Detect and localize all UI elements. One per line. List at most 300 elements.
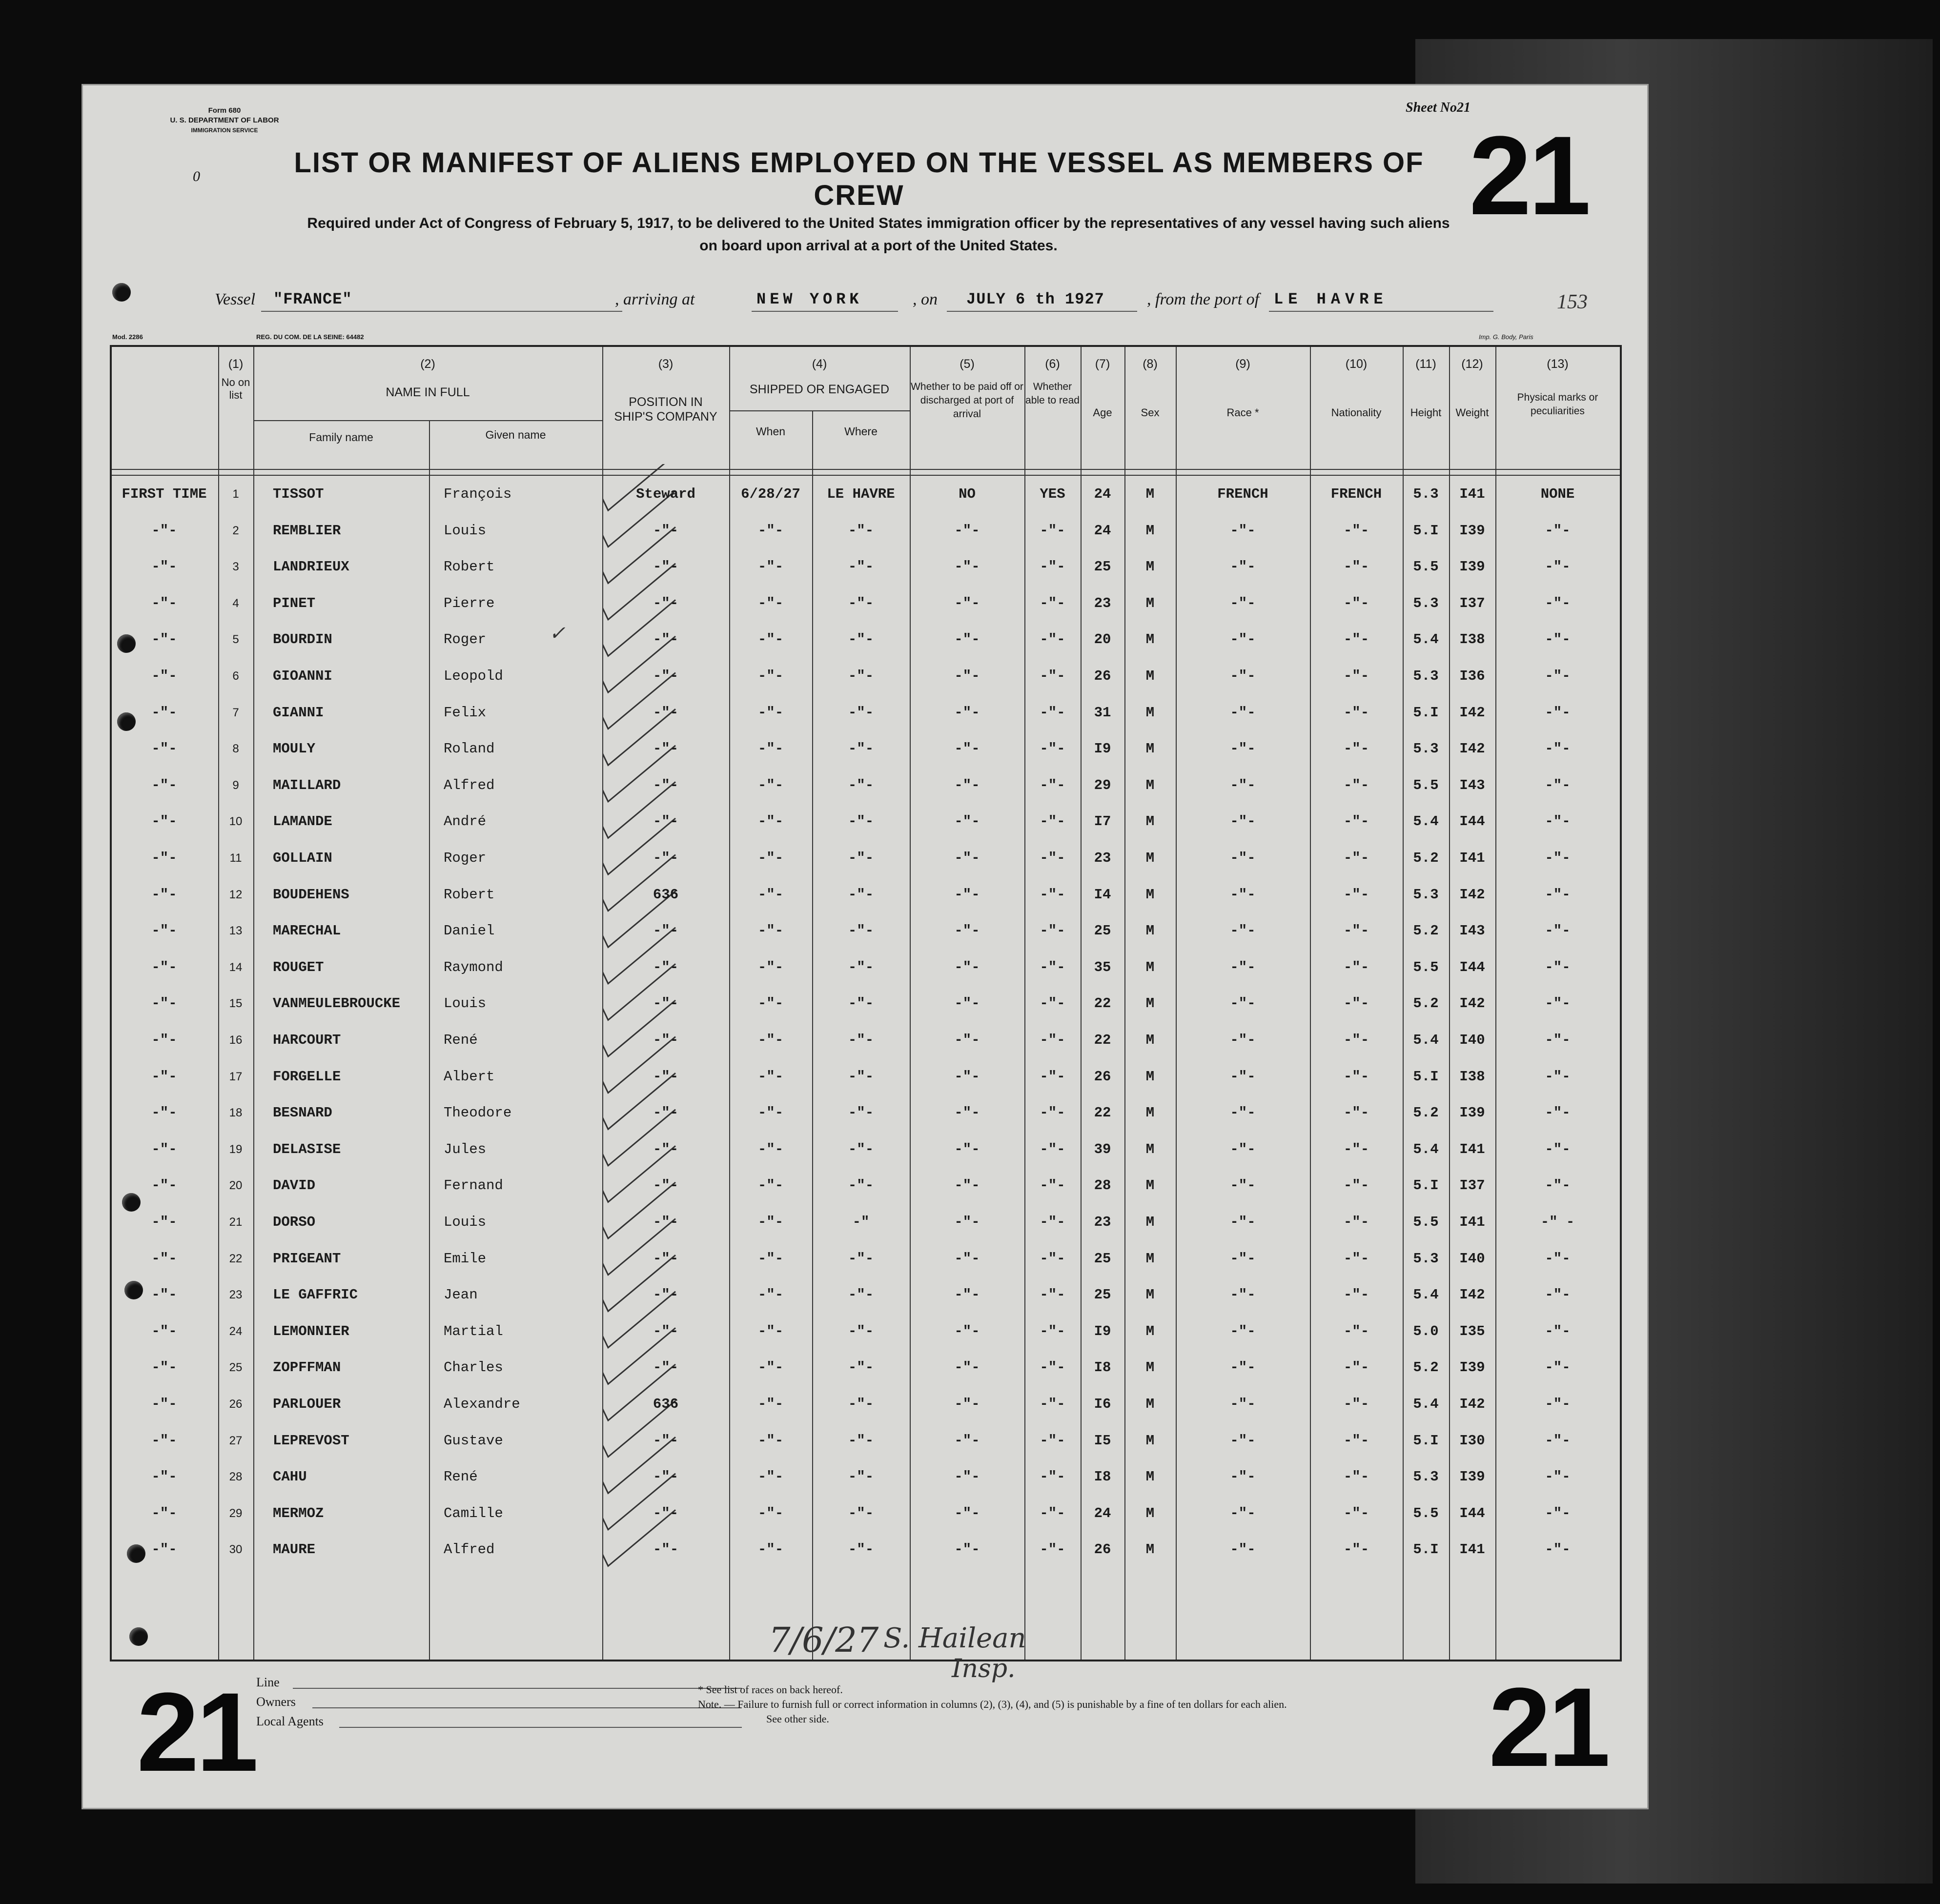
cell-weight: I39: [1459, 1105, 1485, 1121]
cell-family: GIANNI: [273, 704, 324, 721]
cell-read: -"-: [1040, 631, 1065, 648]
cell-read: -"-: [1040, 1359, 1065, 1376]
cell-when: -"-: [757, 1214, 784, 1230]
cell-age: 25: [1094, 1287, 1111, 1303]
cell-when: -"-: [757, 1505, 784, 1521]
from-underline: [1269, 311, 1493, 312]
cell-race: -"-: [1230, 1432, 1256, 1449]
cell-height: 5.5: [1413, 1214, 1439, 1230]
handwritten-page-number: 153: [1557, 291, 1588, 313]
cell-position: -"-: [653, 777, 679, 793]
cell-where: -"-: [848, 850, 874, 866]
registration-number: REG. DU COM. DE LA SEINE: 64482: [256, 333, 364, 341]
cell-age: 28: [1094, 1177, 1111, 1194]
cell-marks: -"-: [1545, 923, 1571, 939]
cell-given: Alfred: [444, 1541, 495, 1558]
arrival-date: JULY 6 th 1927: [966, 290, 1104, 308]
cell-position: -"-: [653, 1105, 679, 1121]
cell-nat: -"-: [1343, 559, 1369, 575]
cell-no: 5: [232, 633, 239, 647]
cell-age: I6: [1094, 1396, 1111, 1412]
cell-position: -"-: [653, 959, 679, 975]
cell-given: Fernand: [444, 1177, 503, 1194]
cell-family: HARCOURT: [273, 1032, 341, 1048]
cell-height: 5.2: [1413, 1359, 1439, 1376]
table-row: [112, 1459, 1620, 1495]
header-rule: [112, 469, 1620, 470]
on-label: , on: [913, 290, 938, 308]
cell-height: 5.0: [1413, 1323, 1439, 1339]
cell-when: -"-: [757, 1323, 784, 1339]
header-rule: [729, 410, 910, 411]
cell-paid: -"-: [954, 923, 980, 939]
cell-position: -"-: [653, 704, 679, 721]
cell-weight: I42: [1459, 886, 1485, 903]
cell-weight: I41: [1459, 486, 1485, 502]
cell-where: -"-: [848, 1432, 874, 1449]
cell-position: -"-: [653, 522, 679, 539]
table-row: [112, 695, 1620, 731]
cell-weight: I37: [1459, 1177, 1485, 1194]
cell-given: Alfred: [444, 777, 495, 793]
cell-read: -"-: [1040, 1396, 1065, 1412]
cell-read: -"-: [1040, 1214, 1065, 1230]
cell-mark: -"-: [151, 1505, 177, 1521]
cell-weight: I38: [1459, 1068, 1485, 1085]
cell-age: 23: [1094, 595, 1111, 611]
col13-header: [1495, 357, 1620, 418]
cell-age: 35: [1094, 959, 1111, 975]
cell-sex: M: [1145, 1250, 1155, 1267]
cell-marks: -"-: [1545, 1505, 1571, 1521]
page-subtitle: [171, 212, 1586, 257]
cell-weight: I39: [1459, 1469, 1485, 1485]
col7-number: (7): [1095, 357, 1110, 371]
col11-header: [1403, 357, 1449, 420]
cell-when: -"-: [757, 1359, 784, 1376]
cell-position: -"-: [653, 1432, 679, 1449]
col1-header: [218, 357, 253, 402]
cell-weight: I39: [1459, 559, 1485, 575]
cell-age: 25: [1094, 559, 1111, 575]
cell-given: Jules: [444, 1141, 487, 1157]
cell-paid: -"-: [954, 850, 980, 866]
punch-hole: [122, 1193, 141, 1212]
agents-label: Local Agents: [256, 1714, 324, 1728]
cell-sex: M: [1145, 559, 1155, 575]
cell-mark: -"-: [151, 1359, 177, 1376]
cell-given: Gustave: [444, 1432, 503, 1449]
cell-weight: I42: [1459, 704, 1485, 721]
cell-read: -"-: [1040, 923, 1065, 939]
cell-race: -"-: [1230, 668, 1256, 684]
mod-number: Mod. 2286: [112, 333, 143, 341]
cell-position: Steward: [636, 486, 695, 502]
cell-when: -"-: [757, 668, 784, 684]
table-row: [112, 840, 1620, 876]
cell-position: -"-: [653, 1323, 679, 1339]
cell-given: Leopold: [444, 668, 503, 684]
cell-given: Martial: [444, 1323, 503, 1339]
subtitle-line-1: Required under Act of Congress of February 5, 1917, to be delivered to the United States immigration officer by the representatives of any vessel having such aliens: [307, 215, 1450, 231]
cell-race: -"-: [1230, 559, 1256, 575]
cell-read: -"-: [1040, 595, 1065, 611]
cell-weight: I40: [1459, 1250, 1485, 1267]
cell-where: -"-: [848, 1032, 874, 1048]
cell-marks: -"-: [1545, 850, 1571, 866]
cell-no: 6: [232, 669, 239, 683]
table-row: [112, 658, 1620, 694]
cell-sex: M: [1145, 631, 1155, 648]
cell-read: -"-: [1040, 886, 1065, 903]
cell-height: 5.4: [1413, 1287, 1439, 1303]
cell-given: André: [444, 813, 487, 830]
cell-age: 31: [1094, 704, 1111, 721]
punch-hole: [124, 1281, 143, 1299]
cell-sex: M: [1145, 777, 1155, 793]
table-row: [112, 1386, 1620, 1422]
col9-header: [1176, 357, 1310, 420]
cell-read: -"-: [1040, 959, 1065, 975]
col4-title: SHIPPED OR ENGAGED: [749, 383, 890, 396]
cell-where: -"-: [848, 777, 874, 793]
cell-family: MAILLARD: [273, 777, 341, 793]
col10-number: (10): [1345, 357, 1368, 371]
header-rule: [112, 475, 1620, 476]
cell-nat: -"-: [1343, 813, 1369, 830]
cell-where: -"-: [848, 1250, 874, 1267]
cell-mark: -"-: [151, 1214, 177, 1230]
cell-read: -"-: [1040, 1032, 1065, 1048]
cell-nat: -"-: [1343, 595, 1369, 611]
cell-family: VANMEULEBROUCKE: [273, 995, 401, 1012]
cell-age: 24: [1094, 486, 1111, 502]
cell-age: 20: [1094, 631, 1111, 648]
cell-height: 5.2: [1413, 923, 1439, 939]
vessel-label: Vessel: [215, 290, 256, 308]
cell-mark: -"-: [151, 886, 177, 903]
cell-marks: -"-: [1545, 813, 1571, 830]
cell-paid: -"-: [954, 886, 980, 903]
cell-mark: -"-: [151, 1469, 177, 1485]
cell-position: -"-: [653, 631, 679, 648]
cell-mark: -"-: [151, 1032, 177, 1048]
cell-race: -"-: [1230, 886, 1256, 903]
cell-weight: I39: [1459, 1359, 1485, 1376]
cell-no: 25: [229, 1361, 243, 1375]
cell-when: -"-: [757, 522, 784, 539]
cell-height: 5.3: [1413, 668, 1439, 684]
cell-family: FORGELLE: [273, 1068, 341, 1085]
cell-race: -"-: [1230, 1177, 1256, 1194]
cell-marks: -"-: [1545, 1432, 1571, 1449]
cell-sex: M: [1145, 1068, 1155, 1085]
table-row: [112, 622, 1620, 658]
cell-read: -"-: [1040, 1505, 1065, 1521]
cell-sex: M: [1145, 923, 1155, 939]
vessel-underline: [261, 311, 622, 312]
cell-given: Camille: [444, 1505, 503, 1521]
cell-height: 5.5: [1413, 959, 1439, 975]
table-row: [112, 1314, 1620, 1350]
cell-family: BOUDEHENS: [273, 886, 349, 903]
cell-marks: -"-: [1545, 1359, 1571, 1376]
subtitle-line-2: on board upon arrival at a port of the United States.: [699, 238, 1058, 254]
cell-given: Alexandre: [444, 1396, 520, 1412]
table-row: [112, 804, 1620, 840]
col2-header: [253, 357, 602, 400]
cell-height: 5.3: [1413, 886, 1439, 903]
cell-no: 1: [232, 487, 239, 501]
cell-marks: -"-: [1545, 777, 1571, 793]
cell-no: 12: [229, 888, 243, 901]
cell-nat: -"-: [1343, 1359, 1369, 1376]
cell-nat: -"-: [1343, 1141, 1369, 1157]
cell-no: 22: [229, 1252, 243, 1265]
cell-age: 39: [1094, 1141, 1111, 1157]
cell-where: -"-: [848, 704, 874, 721]
cell-marks: -"-: [1545, 1177, 1571, 1194]
cell-where: -"-: [848, 886, 874, 903]
cell-given: Theodore: [444, 1105, 512, 1121]
cell-sex: M: [1145, 1214, 1155, 1230]
cell-race: FRENCH: [1217, 486, 1268, 502]
cell-no: 27: [229, 1434, 243, 1447]
col11-number: (11): [1415, 357, 1436, 371]
cell-position: -"-: [653, 559, 679, 575]
cell-family: LEPREVOST: [273, 1432, 349, 1449]
cell-mark: -"-: [151, 923, 177, 939]
arriving-label: , arriving at: [615, 290, 695, 308]
cell-given: Jean: [444, 1287, 478, 1303]
cell-where: -"-: [848, 1287, 874, 1303]
cell-mark: -"-: [151, 559, 177, 575]
cell-no: 17: [229, 1070, 243, 1083]
cell-read: -"-: [1040, 1141, 1065, 1157]
cell-mark: -"-: [151, 1541, 177, 1558]
cell-paid: -"-: [954, 1505, 980, 1521]
col1-title: No on list: [221, 376, 250, 401]
cell-mark: -"-: [151, 959, 177, 975]
table-row: [112, 1496, 1620, 1532]
cell-age: 24: [1094, 1505, 1111, 1521]
cell-weight: I44: [1459, 959, 1485, 975]
cell-nat: -"-: [1343, 1505, 1369, 1521]
col3-number: (3): [658, 357, 674, 371]
cell-height: 5.2: [1413, 1105, 1439, 1121]
cell-height: 5.3: [1413, 741, 1439, 757]
cell-marks: -"-: [1545, 1396, 1571, 1412]
cell-where: -"-: [848, 1505, 874, 1521]
cell-family: ROUGET: [273, 959, 324, 975]
cell-marks: -" -: [1540, 1214, 1575, 1230]
cell-age: 22: [1094, 1032, 1111, 1048]
cell-paid: -"-: [954, 522, 980, 539]
cell-family: MAURE: [273, 1541, 316, 1558]
cell-nat: -"-: [1343, 1177, 1369, 1194]
line-label: Line: [256, 1675, 280, 1689]
cell-race: -"-: [1230, 995, 1256, 1012]
cell-position: -"-: [653, 813, 679, 830]
cell-no: 24: [229, 1324, 243, 1338]
from-label: , from the port of: [1147, 290, 1260, 308]
cell-race: -"-: [1230, 1469, 1256, 1485]
cell-marks: -"-: [1545, 1469, 1571, 1485]
col8-title: Sex: [1141, 406, 1160, 419]
cell-no: 21: [229, 1215, 243, 1229]
cell-where: -"-: [848, 1541, 874, 1558]
cell-position: -"-: [653, 850, 679, 866]
cell-marks: -"-: [1545, 631, 1571, 648]
cell-no: 30: [229, 1543, 243, 1557]
cell-family: PRIGEANT: [273, 1250, 341, 1267]
cell-where: -": [852, 1214, 870, 1230]
cell-nat: -"-: [1343, 522, 1369, 539]
form-header: [142, 106, 307, 135]
table-row: [112, 1241, 1620, 1277]
cell-read: -"-: [1040, 522, 1065, 539]
cell-nat: -"-: [1343, 923, 1369, 939]
cell-given: Daniel: [444, 923, 495, 939]
cell-mark: -"-: [151, 1141, 177, 1157]
cell-when: -"-: [757, 923, 784, 939]
cell-read: -"-: [1040, 1323, 1065, 1339]
cell-height: 5.I: [1413, 704, 1439, 721]
cell-mark: -"-: [151, 777, 177, 793]
cell-paid: NO: [959, 486, 976, 502]
col5-header: [910, 357, 1024, 421]
cell-paid: -"-: [954, 1469, 980, 1485]
cell-marks: NONE: [1540, 486, 1575, 502]
cell-family: LAMANDE: [273, 813, 332, 830]
cell-when: -"-: [757, 850, 784, 866]
cell-sex: M: [1145, 1323, 1155, 1339]
cell-weight: I36: [1459, 668, 1485, 684]
cell-sex: M: [1145, 1396, 1155, 1412]
cell-height: 5.4: [1413, 1141, 1439, 1157]
cell-family: TISSOT: [273, 486, 324, 502]
cell-marks: -"-: [1545, 668, 1571, 684]
crew-table: [110, 345, 1622, 1661]
cell-race: -"-: [1230, 850, 1256, 866]
cell-sex: M: [1145, 995, 1155, 1012]
cell-height: 5.I: [1413, 1177, 1439, 1194]
col12-title: Weight: [1455, 406, 1489, 419]
cell-sex: M: [1145, 1432, 1155, 1449]
cell-paid: -"-: [954, 1214, 980, 1230]
col4-header: [729, 357, 910, 397]
cell-where: -"-: [848, 631, 874, 648]
cell-given: Emile: [444, 1250, 487, 1267]
cell-height: 5.I: [1413, 1068, 1439, 1085]
owners-underline: [312, 1707, 742, 1708]
cell-family: LEMONNIER: [273, 1323, 349, 1339]
col10-title: Nationality: [1331, 406, 1382, 419]
col2a-header: Family name: [309, 431, 373, 444]
cell-race: -"-: [1230, 631, 1256, 648]
races-note: * See list of races on back hereof.: [698, 1683, 843, 1696]
cell-weight: I43: [1459, 923, 1485, 939]
table-row: [112, 877, 1620, 913]
cell-race: -"-: [1230, 1068, 1256, 1085]
col2b-header: Given name: [485, 428, 546, 441]
cell-given: Louis: [444, 522, 487, 539]
cell-when: -"-: [757, 741, 784, 757]
cell-weight: I44: [1459, 813, 1485, 830]
cell-nat: -"-: [1343, 1287, 1369, 1303]
cell-race: -"-: [1230, 741, 1256, 757]
line-underline: [293, 1688, 742, 1689]
cell-sex: M: [1145, 1105, 1155, 1121]
cell-nat: -"-: [1343, 850, 1369, 866]
cell-when: -"-: [757, 1032, 784, 1048]
cell-no: 7: [232, 706, 239, 719]
cell-height: 5.3: [1413, 1469, 1439, 1485]
sheet-number-label: Sheet No21: [1406, 100, 1470, 115]
cell-marks: -"-: [1545, 595, 1571, 611]
cell-height: 5.5: [1413, 559, 1439, 575]
cell-position: -"-: [653, 1032, 679, 1048]
cell-paid: -"-: [954, 777, 980, 793]
sheet-number-big-top: 21: [1469, 113, 1588, 238]
cell-mark: -"-: [151, 813, 177, 830]
cell-family: REMBLIER: [273, 522, 341, 539]
cell-when: 6/28/27: [741, 486, 800, 502]
col9-title: Race *: [1226, 406, 1259, 419]
col9-number: (9): [1235, 357, 1250, 371]
cell-paid: -"-: [954, 1177, 980, 1194]
cell-sex: M: [1145, 486, 1155, 502]
cell-when: -"-: [757, 1105, 784, 1121]
cell-paid: -"-: [954, 1250, 980, 1267]
cell-age: 26: [1094, 1541, 1111, 1558]
cell-marks: -"-: [1545, 1032, 1571, 1048]
cell-marks: -"-: [1545, 1250, 1571, 1267]
cell-when: -"-: [757, 595, 784, 611]
cell-race: -"-: [1230, 1141, 1256, 1157]
cell-sex: M: [1145, 1032, 1155, 1048]
cell-paid: -"-: [954, 995, 980, 1012]
cell-height: 5.5: [1413, 1505, 1439, 1521]
cell-height: 5.5: [1413, 777, 1439, 793]
cell-when: -"-: [757, 1141, 784, 1157]
cell-paid: -"-: [954, 595, 980, 611]
col4b-header: Where: [844, 425, 878, 438]
cell-given: Robert: [444, 559, 495, 575]
cell-where: LE HAVRE: [827, 486, 895, 502]
cell-weight: I42: [1459, 741, 1485, 757]
cell-nat: -"-: [1343, 777, 1369, 793]
cell-given: Albert: [444, 1068, 495, 1085]
col11-title: Height: [1410, 406, 1442, 419]
cell-where: -"-: [848, 1068, 874, 1085]
table-row: [112, 1423, 1620, 1459]
cell-race: -"-: [1230, 1396, 1256, 1412]
cell-when: -"-: [757, 559, 784, 575]
col3-header: [602, 357, 729, 424]
cell-nat: FRENCH: [1330, 486, 1382, 502]
cell-position: -"-: [653, 1287, 679, 1303]
form-number: Form 680: [208, 106, 241, 115]
cell-family: BESNARD: [273, 1105, 332, 1121]
cell-position: -"-: [653, 668, 679, 684]
departure-port: LE HAVRE: [1274, 290, 1388, 308]
cell-family: BOURDIN: [273, 631, 332, 648]
cell-where: -"-: [848, 522, 874, 539]
table-row: [112, 476, 1620, 512]
cell-race: -"-: [1230, 595, 1256, 611]
cell-nat: -"-: [1343, 704, 1369, 721]
